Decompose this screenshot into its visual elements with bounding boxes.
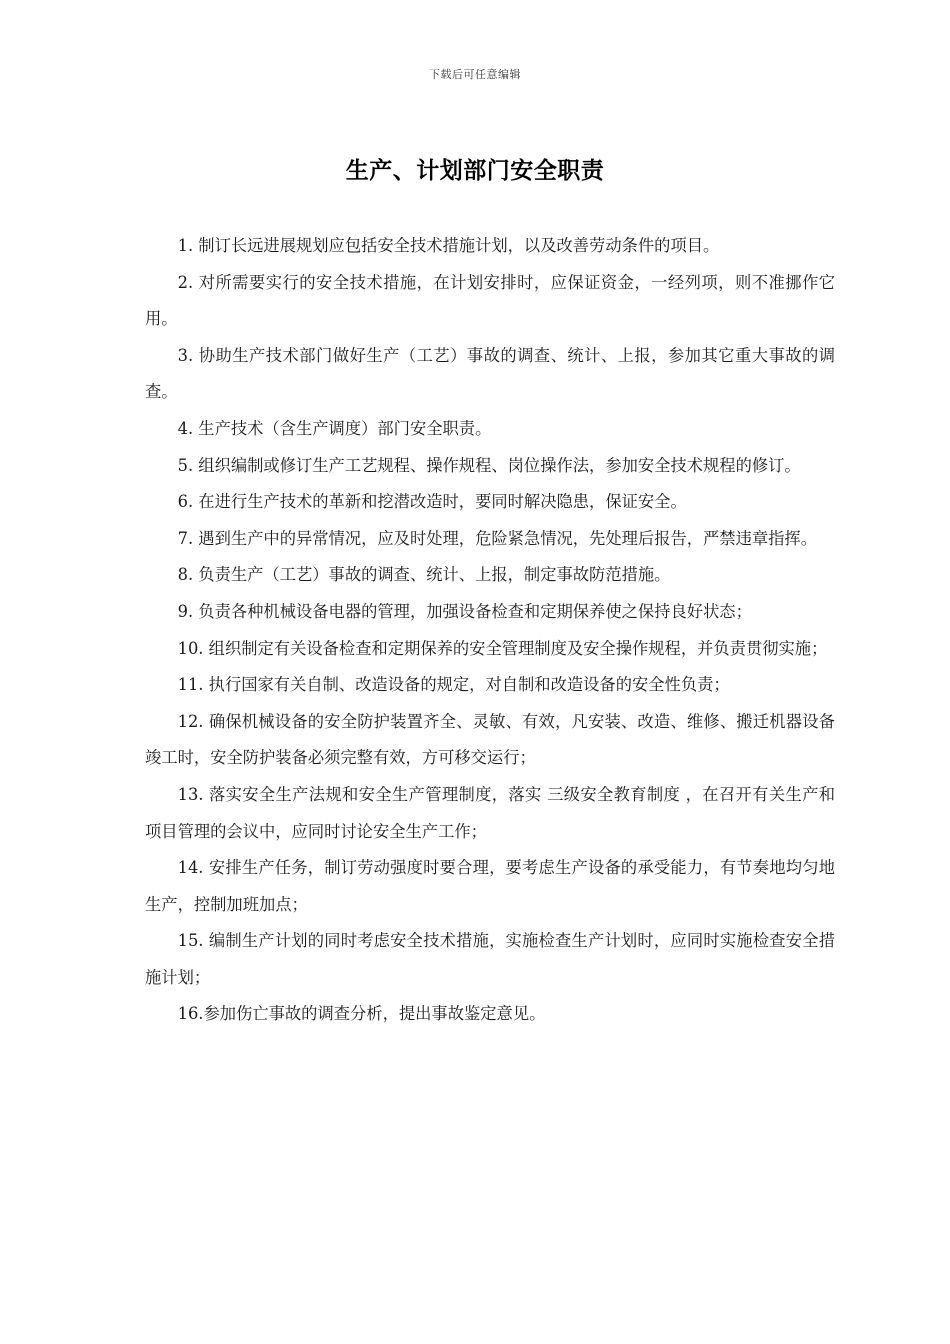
duty-item-1: 1. 制订长远进展规划应包括安全技术措施计划，以及改善劳动条件的项目。 — [177, 236, 720, 255]
duty-item-7: 7. 遇到生产中的异常情况，应及时处理，危险紧急情况，先处理后报告，严禁违章指挥。 — [177, 528, 817, 548]
duty-item-14: 14. 安排生产任务，制订劳动强度时要合理，要考虑生产设备的承受能力，有节奏地均匀地生产，控制加班加点； — [145, 858, 835, 914]
duty-item-16: 16.参加伤亡事故的调查分析，提出事故鉴定意见。 — [177, 1004, 546, 1024]
duty-item-11: 11. 执行国家有关自制、改造设备的规定，对自制和改造设备的安全性负责； — [177, 675, 730, 695]
duty-item-15: 15. 编制生产计划的同时考虑安全技术措施，实施检查生产计划时，应同时实施检查安全措施计划； — [145, 931, 835, 987]
header-note: 下载后可任意编辑 — [429, 68, 521, 81]
duty-item-8: 8. 负责生产（工艺）事故的调查、统计、上报，制定事故防范措施。 — [177, 565, 671, 585]
duty-item-4: 4. 生产技术（含生产调度）部门安全职责。 — [177, 418, 492, 438]
document-title: 生产、计划部门安全职责 — [345, 158, 605, 184]
duty-item-2: 2. 对所需要实行的安全技术措施，在计划安排时，应保证资金，一经列项，则不准挪作它用。 — [145, 272, 835, 329]
duty-item-5: 5. 组织编制或修订生产工艺规程、操作规程、岗位操作法，参加安全技术规程的修订。 — [177, 455, 801, 475]
duty-item-9: 9. 负责各种机械设备电器的管理，加强设备检查和定期保养使之保持良好状态； — [177, 601, 752, 621]
duty-item-10: 10. 组织制定有关设备检查和定期保养的安全管理制度及安全操作规程，并负责贯彻实施； — [177, 638, 828, 658]
duty-item-13: 13. 落实安全生产法规和安全生产管理制度，落实 三级安全教育制度 ，在召开有关生产和项目管理的会议中，应同时讨论安全生产工作； — [145, 784, 835, 841]
document-body — [145, 228, 835, 1033]
duty-item-12: 12. 确保机械设备的安全防护装置齐全、灵敏、有效，凡安装、改造、维修、搬迁机器设备竣工时，安全防护装备必须完整有效，方可移交运行； — [145, 711, 835, 768]
duty-item-3: 3. 协助生产技术部门做好生产（工艺）事故的调查、统计、上报，参加其它重大事故的调查。 — [145, 345, 835, 402]
duty-item-6: 6. 在进行生产技术的革新和挖潜改造时，要同时解决隐患，保证安全。 — [177, 492, 687, 512]
